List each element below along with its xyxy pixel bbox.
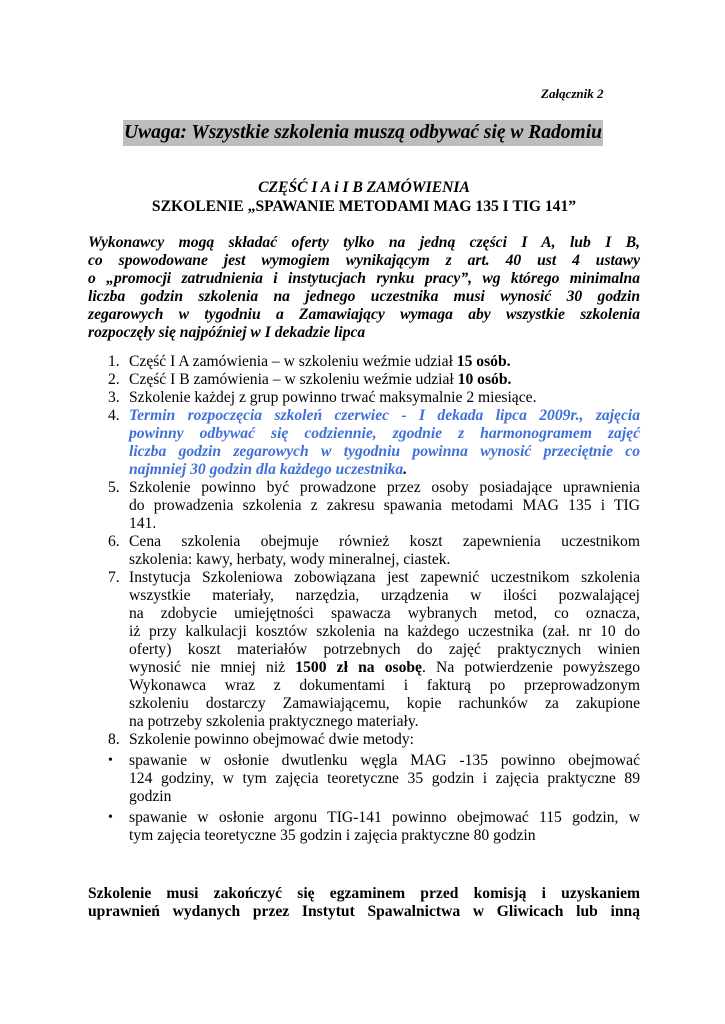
- intro-paragraph: [88, 234, 640, 342]
- bullet-icon: •: [108, 810, 113, 825]
- list-text: iż przy kalkulacji kosztów szkolenia na każdego uczestnika (zał. nr 10 do: [129, 623, 640, 640]
- list-item: [88, 389, 640, 407]
- closing-paragraph: [88, 885, 640, 921]
- list-text: Wykonawca wraz z dokumentami i fakturą po przeprowadzonym: [129, 677, 640, 694]
- list-text: 141.: [129, 515, 157, 532]
- list-text: wynosić nie mniej niż: [129, 659, 296, 676]
- bullet-item: [88, 809, 640, 845]
- bullet-text: tym zajęcia teoretyczne 35 godzin i zajęcia praktyczne 80 godzin: [129, 827, 536, 844]
- list-number: 1.: [108, 353, 120, 370]
- list-text-highlight: Termin rozpoczęcia szkoleń czerwiec - I dekada lipca 2009r., zajęcia: [129, 407, 640, 424]
- list-number: 5.: [108, 479, 120, 496]
- warning-banner: Uwaga: Wszystkie szkolenia muszą odbywać się w Radomiu: [123, 120, 603, 146]
- list-text: Część I A zamówienia – w szkoleniu weźmie udział: [129, 353, 457, 370]
- list-text: szkolenia: kawy, herbaty, wody mineralnej, ciastek.: [129, 551, 451, 568]
- intro-line: o „promocji zatrudnienia i instytucjach rynku pracy”, wg którego minimalna: [88, 270, 640, 287]
- bullet-text: spawanie w osłonie argonu TIG-141 powinno obejmować 115 godzin, w: [129, 809, 640, 826]
- part-heading: CZĘŚĆ I A i I B ZAMÓWIENIA: [258, 179, 470, 196]
- intro-line: co spowodowane jest wymogiem wynikającym z art. 40 ust 4 ustawy: [88, 252, 640, 269]
- training-title: SZKOLENIE „SPAWANIE METODAMI MAG 135 I TIG 141”: [151, 198, 577, 215]
- intro-line: zegarowych w tygodniu a Zamawiający wymaga aby wszystkie szkolenia: [88, 306, 640, 323]
- list-number: 4.: [108, 407, 120, 424]
- list-item: [88, 731, 640, 749]
- list-item: [88, 353, 640, 371]
- annex-label: Załącznik 2: [541, 86, 604, 101]
- list-text: Instytucja Szkoleniowa zobowiązana jest zapewnić uczestnikom szkolenia: [129, 569, 640, 586]
- list-text-highlight: powinny odbywać się codziennie, zgodnie z harmonogramem zajęć: [129, 425, 640, 442]
- list-item: 4. Termin rozpoczęcia szkoleń czerwiec - I dekada lipca 2009r., zajęcia powinny odbywać się codziennie, zgodnie z harmonogramem zajęć liczba godzin zegarowych w tygodniu powinna wynosić przeciętnie co najmniej 30 godzin dla każdego uczestnika.: [108, 407, 640, 478]
- bullet-text: 124 godziny, w tym zajęcia teoretyczne 35 godzin i zajęcia praktyczne 89: [129, 770, 640, 787]
- list-text: Szkolenie powinno być prowadzone przez osoby posiadające uprawnienia: [129, 479, 640, 496]
- list-text-bold: 15 osób.: [456, 353, 511, 370]
- list-text: Szkolenie powinno obejmować dwie metody:: [129, 731, 414, 748]
- list-text: na potrzeby szkolenia praktycznego materiały.: [129, 713, 419, 730]
- list-text: na zdobycie umiejętności spawacza wybranych metod, co oznacza,: [129, 605, 640, 622]
- list-text: oferty) koszt materiałów potrzebnych do zajęć praktycznych winien: [129, 641, 640, 658]
- list-text: Szkolenie każdej z grup powinno trwać maksymalnie 2 miesiące.: [129, 389, 537, 406]
- list-text-bold: 1500 zł na osobę: [295, 659, 422, 676]
- list-text-highlight: liczba godzin zegarowych w tygodniu powinna wynosić przeciętnie co: [129, 443, 640, 460]
- list-text-highlight: najmniej 30 godzin dla każdego uczestnika: [129, 461, 404, 478]
- bullet-icon: •: [108, 753, 113, 768]
- intro-line: Wykonawcy mogą składać oferty tylko na jedną części I A, lub I B,: [88, 234, 640, 251]
- list-item: [88, 371, 640, 389]
- list-number: 7.: [108, 569, 120, 586]
- closing-line: Szkolenie musi zakończyć się egzaminem przed komisją i uzyskaniem: [88, 885, 640, 902]
- numbered-list: [88, 353, 640, 845]
- intro-line: rozpoczęły się najpóźniej w I dekadzie lipca: [88, 324, 366, 341]
- list-number: 6.: [108, 533, 120, 550]
- list-text: Cena szkolenia obejmuje również koszt zapewnienia uczestnikom: [129, 533, 640, 550]
- list-item: [88, 569, 640, 731]
- list-text: szkoleniu dostarczy Zamawiającemu, kopie rachunków za zakupione: [129, 695, 640, 712]
- list-text-bold: 10 osób.: [457, 371, 512, 388]
- list-text: . Na potwierdzenie powyższego: [421, 659, 640, 676]
- bullet-text: godzin: [129, 788, 172, 805]
- list-number: 2.: [108, 371, 120, 388]
- list-number: 8.: [108, 731, 120, 748]
- list-item: [88, 479, 640, 533]
- bullet-text: spawanie w osłonie dwutlenku węgla MAG -135 powinno obejmować: [129, 752, 640, 769]
- closing-line: uprawnień wydanych przez Instytut Spawalnictwa w Gliwicach lub inną: [88, 903, 640, 920]
- list-text: Część I B zamówienia – w szkoleniu weźmie udział: [129, 371, 458, 388]
- intro-line: liczba godzin szkolenia na jednego uczestnika musi wynosić 30 godzin: [88, 288, 640, 305]
- list-text: do prowadzenia szkolenia z zakresu spawania metodami MAG 135 i TIG: [129, 497, 640, 514]
- list-number: 3.: [108, 389, 120, 406]
- bullet-item: [88, 752, 640, 806]
- list-item: [88, 533, 640, 569]
- list-text: wszystkie materiały, narzędzia, urządzenia w ilości pozwalającej: [129, 587, 640, 604]
